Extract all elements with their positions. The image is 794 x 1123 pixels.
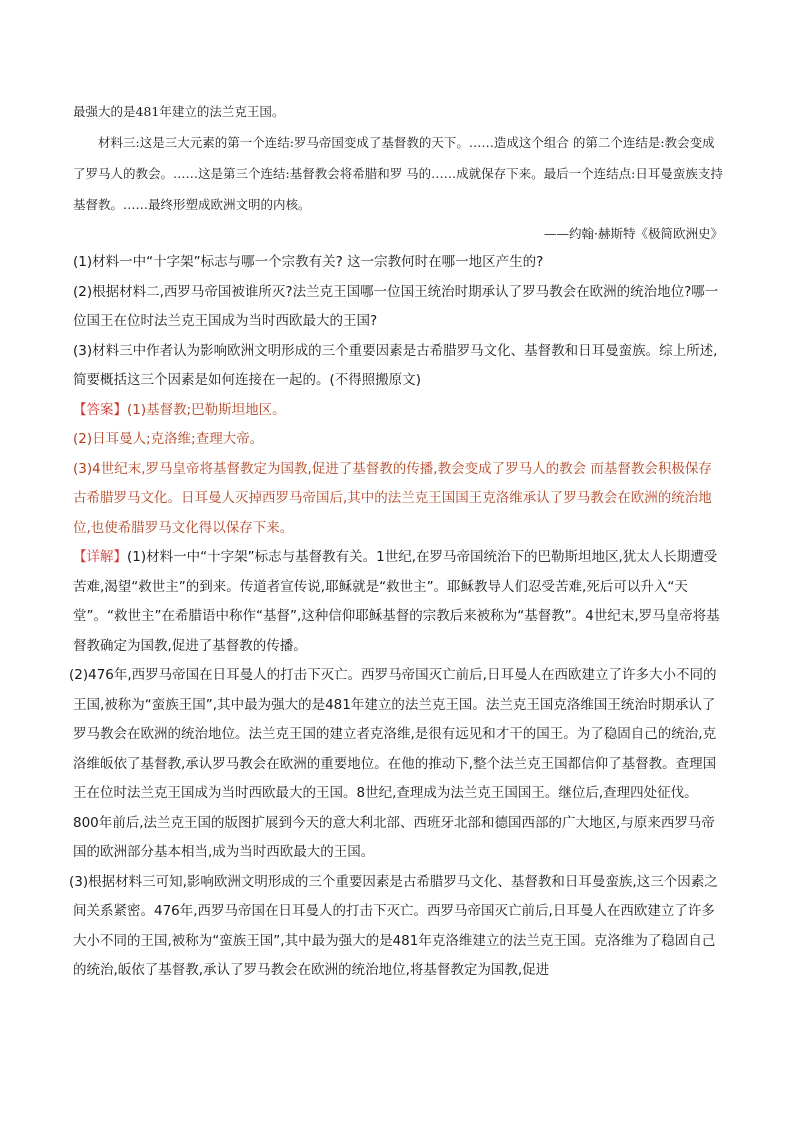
question-3: (3)材料三中作者认为影响欧洲文明形成的三个重要因素是古希腊罗马文化、基督教和日耳曼蛮族。综上所述,简要概括这三个因素是如何连接在一起的。(不得照搬原文) bbox=[73, 342, 718, 388]
question-1: (1)材料一中“十字架”标志与哪一个宗教有关? 这一宗教何时在哪一地区产生的? bbox=[73, 254, 544, 270]
answer-tag: 【答案】 bbox=[73, 401, 127, 418]
detail-1 bbox=[73, 543, 723, 661]
answer-3: (3)4世纪末,罗马皇帝将基督教定为国教,促进了基督教的传播,教会变成了罗马人的教会 而基督教会积极保存古希腊罗马文化。日耳曼人灭掉西罗马帝国后,其中的法兰克王国国王克洛维承认了罗马教会在欧洲的统治地位,也使希腊罗马文化得以保存下来。 bbox=[73, 460, 712, 536]
detail-2-text: (2)476年,西罗马帝国在日耳曼人的打击下灭亡。西罗马帝国灭亡前后,日耳曼人在西欧建立了许多大小不同的王国,被称为“蛮族王国”,其中最为强大的是481年建立的法兰克王国。法兰克王国克洛维国王统治时期承认了罗马教会在欧洲的统治地位。法兰克王国的建立者克洛维,是很有远见和才干的国王。为了稳固自己的统治,克洛维皈依了基督教,承认罗马教会在欧洲的重要地位。在他的推动下,整个法兰克王国都信仰了基督教。查理国王在位时法兰克王国成为当时西欧最大的王国。8世纪,查理成为法兰克王国国王。继位后,查理四处征伐。800年前后,法兰克王国的版图扩展到今天的意大利北部、西班牙北部和德国西部的广大地区,与原来西罗马帝国的欧洲部分基本相当,成为当时西欧最大的王国。 bbox=[69, 667, 717, 860]
question-2: (2)根据材料二,西罗马帝国被谁所灭?法兰克王国哪一位国王统治时期承认了罗马教会在欧洲的统治地位?哪一位国王在位时法兰克王国成为当时西欧最大的王国? bbox=[73, 283, 719, 329]
answer-1-text: (1)基督教;巴勒斯坦地区。 bbox=[127, 401, 286, 418]
material-attribution: ——约翰·赫斯特《极简欧洲史》 bbox=[544, 226, 723, 241]
document-content bbox=[69, 96, 723, 986]
detail-3-text: (3)根据材料三可知,影响欧洲文明形成的三个重要因素是古希腊罗马文化、基督教和日耳曼蛮族,这三个因素之间关系紧密。476年,西罗马帝国在日耳曼人的打击下灭亡。西罗马帝国灭亡前后,日耳曼人在西欧建立了许多大小不同的王国,被称为“蛮族王国”,其中最为强大的是481年克洛维建立的法兰克王国。克洛维为了稳固自己的统治,皈依了基督教,承认了罗马教会在欧洲的统治地位,将基督教定为国教,促进 bbox=[69, 873, 718, 978]
material-continuation: 最强大的是481年建立的法兰克王国。 bbox=[73, 104, 285, 119]
detail-3 bbox=[69, 868, 723, 986]
answer-1 bbox=[73, 396, 723, 426]
detail-2 bbox=[69, 661, 723, 868]
detail-1-text: (1)材料一中“十字架”标志与基督教有关。1世纪,在罗马帝国统治下的巴勒斯坦地区,犹太人长期遭受苦难,渴望“救世主”的到来。传道者宣传说,耶稣就是“救世主”。耶稣教导人们忍受苦难,死后可以升入“天堂”。“救世主”在希腊语中称作“基督”,这种信仰耶稣基督的宗教后来被称为“基督教”。4世纪末,罗马皇帝将基督教确定为国教,促进了基督教的传播。 bbox=[73, 549, 720, 654]
answer-2: (2)日耳曼人;克洛维;查理大帝。 bbox=[73, 431, 264, 447]
material-three: 材料三:这是三大元素的第一个连结:罗马帝国变成了基督教的天下。……造成这个组合 的第二个连结是:教会变成了罗马人的教会。……这是第三个连结:基督教会将希腊和罗 马的……成就保存下来。最后一个连结点:日耳曼蛮族支持基督教。……最终形塑成欧洲文明的内核。 bbox=[73, 135, 723, 212]
detail-tag: 【详解】 bbox=[73, 549, 127, 565]
